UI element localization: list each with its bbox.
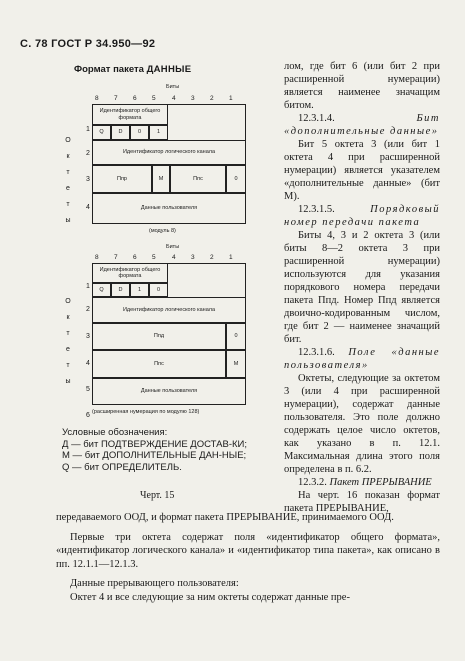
paragraph: На черт. 16 показан формат пакета ПРЕРЫВАНИЕ, bbox=[284, 490, 440, 514]
section-heading: 12.3.2. Пакет ПРЕРЫВАНИЕ bbox=[298, 477, 432, 488]
gfi-bit-zero: 0 bbox=[149, 283, 168, 297]
octet-number: 3 bbox=[86, 176, 90, 183]
q-bit: Q bbox=[92, 283, 111, 297]
page-header: С. 78 ГОСТ Р 34.950—92 bbox=[20, 38, 156, 50]
lci-field: Идентификатор логического канала bbox=[92, 297, 246, 323]
right-column-text bbox=[284, 60, 440, 515]
octet-number: 1 bbox=[86, 126, 90, 133]
paragraph: Октет 4 и все следующие за ним октеты содержат данные пре- bbox=[70, 591, 350, 603]
bit-numbers-row bbox=[92, 254, 242, 263]
figure-title-prefix: Формат пакета bbox=[74, 64, 144, 75]
diagram-caption: (модуль 8) bbox=[149, 228, 176, 234]
d-bit: D bbox=[111, 283, 130, 297]
zero-bit: 0 bbox=[226, 165, 246, 193]
bit-number: 4 bbox=[172, 254, 176, 261]
gfi-bit-one: 1 bbox=[149, 125, 168, 140]
bit-number: 4 bbox=[172, 95, 176, 102]
bit-number: 6 bbox=[133, 254, 137, 261]
bit-numbers-row bbox=[92, 95, 242, 104]
legend-item: Q — бит ОПРЕДЕЛИТЕЛЬ. bbox=[62, 461, 182, 473]
bit-number: 2 bbox=[210, 254, 214, 261]
m-bit: М bbox=[152, 165, 170, 193]
user-data-field: Данные пользователя bbox=[92, 193, 246, 224]
zero-bit: 0 bbox=[226, 323, 246, 350]
paragraph: Первые три октета содержат поля «идентификатор общего формата», «идентификатор логического канала» и «идентификатор типа пакета», как описано в пп. 12.1.1—12.1.3. bbox=[56, 531, 440, 570]
octet-number: 2 bbox=[86, 306, 90, 313]
bits-label: Биты bbox=[166, 84, 180, 90]
legend bbox=[62, 427, 254, 473]
octet-number: 5 bbox=[86, 386, 90, 393]
paragraph: передаваемого ООД, и формат пакета ПРЕРЫВАНИЕ, принимаемого ООД. bbox=[56, 512, 394, 523]
legend-item: Д — бит ПОДТВЕРЖДЕНИЕ ДОСТАВ-КИ; bbox=[62, 438, 247, 450]
section-heading: 12.3.1.5. Порядковый номер передачи пакета bbox=[284, 204, 440, 228]
gfi-bit-one: 1 bbox=[130, 283, 149, 297]
octets-vertical-label: О к т е т ы bbox=[65, 298, 71, 385]
legend-title: Условные обозначения: bbox=[62, 427, 168, 438]
section-heading: 12.3.1.4. Бит «дополнительные данные» bbox=[284, 113, 440, 137]
octet-number: 3 bbox=[86, 333, 90, 340]
figure-title-bold: ДАННЫЕ bbox=[146, 64, 192, 75]
bit-number: 3 bbox=[191, 254, 195, 261]
gfi-field: Идентификатор общего формата bbox=[92, 104, 168, 125]
octet-number: 4 bbox=[86, 204, 90, 211]
lci-field: Идентификатор логического канала bbox=[92, 140, 246, 165]
figure-caption: Черт. 15 bbox=[140, 490, 175, 501]
bit-number: 8 bbox=[95, 95, 99, 102]
octet-number: 1 bbox=[86, 283, 90, 290]
d-bit: D bbox=[111, 125, 130, 140]
pps-field: Ппс bbox=[92, 350, 226, 378]
section-heading: 12.3.1.6. Поле «данные пользователя» bbox=[284, 347, 441, 371]
paragraph: лом, где бит 6 (или бит 2 при расширенной нумерации) является наименее значащим битом. bbox=[284, 61, 440, 111]
paragraph: Биты 4, 3 и 2 октета 3 (или биты 8—2 октета 3 при расширенной нумерации) используются для указания порядкового номера передачи пакета Ппд. Номер Ппд является двоично-кодированным числом, где бит 2 — наименее значащий бит. bbox=[284, 230, 440, 345]
bit-number: 7 bbox=[114, 254, 118, 261]
gfi-field: Идентификатор общего формата bbox=[92, 263, 168, 283]
bit-number: 7 bbox=[114, 95, 118, 102]
ppd-field: Ппд bbox=[92, 323, 226, 350]
paragraph: Данные прерывающего пользователя: bbox=[70, 578, 239, 589]
octets-vertical-label: О к т е т ы bbox=[65, 137, 71, 224]
bit-number: 6 bbox=[133, 95, 137, 102]
user-data-field: Данные пользователя bbox=[92, 378, 246, 405]
octet-number: 4 bbox=[86, 360, 90, 367]
bit-number: 8 bbox=[95, 254, 99, 261]
ppr-field: Ппр bbox=[92, 165, 152, 193]
bits-label: Биты bbox=[166, 244, 180, 250]
octet-number: 6 bbox=[86, 412, 90, 419]
bit-number: 2 bbox=[210, 95, 214, 102]
q-bit: Q bbox=[92, 125, 111, 140]
pps-field: Ппс bbox=[170, 165, 226, 193]
bit-number: 3 bbox=[191, 95, 195, 102]
paragraph: Бит 5 октета 3 (или бит 1 октета 4 при расширенной нумерации) является указателем «дополнительные данные» (бит М). bbox=[284, 139, 440, 202]
gfi-bit-zero: 0 bbox=[130, 125, 149, 140]
legend-item: М — бит ДОПОЛНИТЕЛЬНЫЕ ДАН-НЫЕ; bbox=[62, 450, 247, 461]
diagram-caption: (расширенная нумерация по модулю 128) bbox=[92, 409, 200, 415]
paragraph: Октеты, следующие за октетом 3 (или 4 при расширенной нумерации), содержат данные пользователя. Это поле должно содержать целое число октетов, как указано в п. 12.1. Максимальная длина этого поля определена в п. 6.2. bbox=[284, 373, 440, 475]
figure-title bbox=[74, 64, 191, 75]
bit-number: 5 bbox=[152, 95, 156, 102]
bottom-text bbox=[56, 511, 440, 604]
m-bit: M bbox=[226, 350, 246, 378]
octet-number: 2 bbox=[86, 150, 90, 157]
bit-number: 1 bbox=[229, 95, 233, 102]
bit-number: 5 bbox=[152, 254, 156, 261]
bit-number: 1 bbox=[229, 254, 233, 261]
